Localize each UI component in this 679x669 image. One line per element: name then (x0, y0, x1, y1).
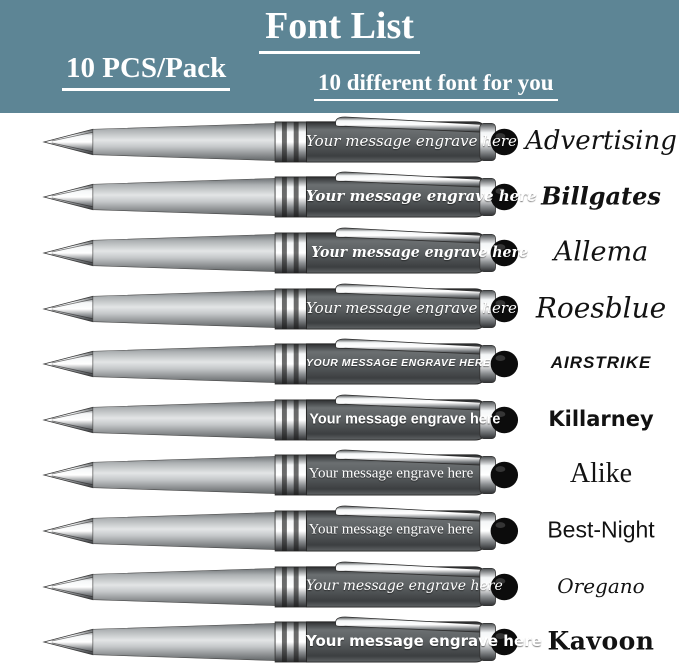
font-name-label: Roesblue (535, 291, 667, 325)
font-name-label: Oregano (557, 573, 645, 598)
pen-engraving-text: Your message engrave here (306, 131, 517, 150)
font-name-label: Best-Night (547, 516, 655, 543)
pen-engraving-text: Your message engrave here (311, 242, 528, 261)
font-name-label: Alike (569, 458, 633, 490)
pen-row-2 (0, 169, 679, 225)
header-banner (0, 0, 679, 113)
pen-engraving-text: Your message engrave here (306, 632, 542, 651)
pen-engraving-text: Your message engrave here (308, 521, 474, 538)
font-name-label: Killarney (548, 406, 654, 431)
pen-list (0, 113, 679, 669)
font-name-label: AIRSTRIKE (550, 353, 652, 373)
page-title-wrap (0, 6, 679, 54)
font-name-label: Allema (553, 236, 649, 268)
pen-row-7 (0, 447, 679, 503)
pen-row-4 (0, 280, 679, 336)
pack-count-label: 10 PCS/Pack (62, 52, 230, 91)
subtitle-label: 10 different font for you (314, 70, 558, 101)
pen-engraving-text: Your message engrave here (306, 187, 537, 206)
pen-row-9 (0, 558, 679, 614)
pen-engraving-text: Your message engrave here (306, 577, 503, 594)
font-name-label: Kavoon (547, 626, 655, 656)
pen-engraving-text: YOUR MESSAGE ENGRAVE HERE (306, 357, 491, 370)
pen-row-8 (0, 502, 679, 558)
pen-engraving-text: Your message engrave here (308, 465, 474, 482)
pen-row-10 (0, 613, 679, 669)
pen-engraving-text: Your message engrave here (306, 298, 517, 317)
font-name-label: Billgates (541, 181, 661, 211)
pen-row-6 (0, 391, 679, 447)
pen-engraving-text: Your message engrave here (309, 410, 501, 428)
page-title: Font List (259, 6, 420, 54)
pen-row-5 (0, 335, 679, 391)
pen-row-3 (0, 224, 679, 280)
font-name-label: Advertising (525, 125, 677, 156)
pen-row-1 (0, 113, 679, 169)
